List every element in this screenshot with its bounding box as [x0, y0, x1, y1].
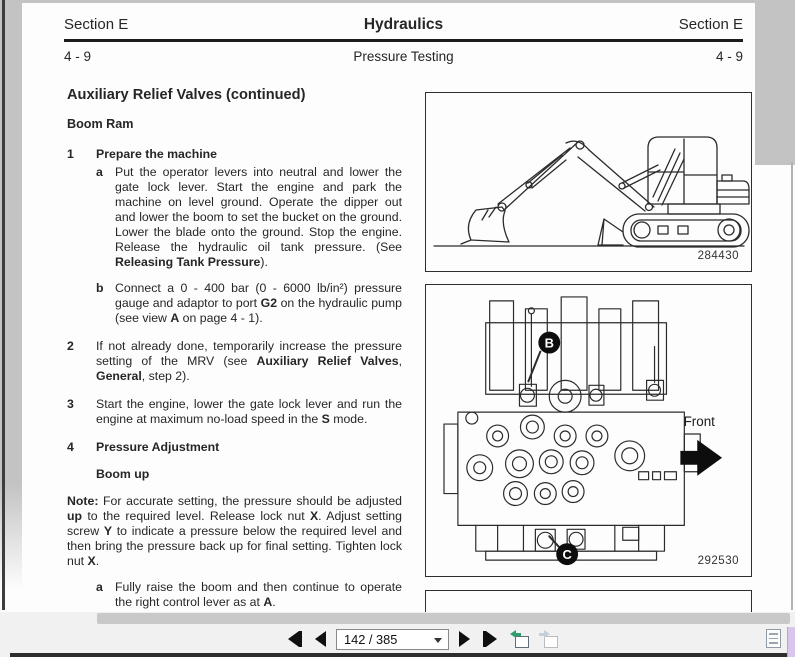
- step-4-heading: Pressure Adjustment: [96, 440, 220, 454]
- step-a-label: a: [96, 580, 103, 594]
- first-page-button[interactable]: [288, 629, 302, 649]
- label-b: B: [544, 335, 554, 351]
- step-1b-text: Connect a 0 - 400 bar (0 - 6000 lb/in²) pressure gauge and adaptor to port G2 on the hydraulic pump (see view A on page 4 - 1).: [115, 281, 402, 325]
- step-1-heading: Prepare the machine: [96, 147, 217, 161]
- step-2-text: If not already done, temporarily increase the pressure setting of the MRV (see Auxiliary Relief Valves, General, step 2).: [96, 339, 403, 383]
- step-2: [67, 339, 402, 384]
- horizontal-scrollbar[interactable]: [0, 612, 795, 626]
- page-number-box: [336, 629, 449, 650]
- scan-margin-top: [0, 0, 795, 3]
- step-1a-text: Put the operator levers into neutral and lower the gate lock lever. Start the engine and park the machine on level ground. Operate the dipper out and lower the boom to set the bucket on the ground. Lower the blade onto the ground. Stop the engine. Release the hydraulic oil tank pressure. (See Releasing Tank Pressure).: [115, 165, 402, 269]
- last-page-button[interactable]: [483, 629, 497, 649]
- scan-margin-top-right: [755, 0, 795, 165]
- step-1b: [96, 281, 402, 326]
- figure-excavator: [425, 92, 752, 272]
- section-title: Auxiliary Relief Valves (continued): [67, 87, 306, 103]
- step-1a: [96, 165, 402, 270]
- label-c: C: [562, 547, 572, 563]
- header-page-right: 4 - 9: [715, 49, 743, 64]
- last-page-icon: [486, 631, 497, 647]
- previous-view-button[interactable]: [510, 630, 529, 648]
- figure-number: 292530: [697, 555, 739, 567]
- page-header: [64, 16, 743, 64]
- header-page-left: 4 - 9: [64, 49, 92, 64]
- next-page-button[interactable]: [459, 629, 470, 649]
- page-thumbnail-icon[interactable]: [766, 629, 781, 648]
- navigation-toolbar: [0, 626, 795, 653]
- window-bottom-border: [10, 653, 789, 657]
- header-title: Hydraulics: [363, 16, 444, 33]
- figure-number: 284430: [697, 250, 739, 262]
- previous-page-icon: [315, 631, 326, 647]
- horizontal-scrollbar-thumb[interactable]: [97, 613, 790, 624]
- step-1a-label: a: [96, 165, 103, 179]
- figure-valve-block: [425, 284, 752, 577]
- step-2-number: 2: [67, 339, 74, 353]
- note-text: Note: For accurate setting, the pressure should be adjusted up to the required level. Release lock nut X. Adjust setting screw Y to indicate a pressure below the required level and then bring the pressure back up for final setting. Tighten lock nut X.: [67, 494, 403, 568]
- previous-page-button[interactable]: [315, 629, 326, 649]
- scan-edge-right: [791, 162, 793, 610]
- step-3-number: 3: [67, 397, 74, 411]
- excavator-illustration: [426, 93, 751, 271]
- step-1b-label: b: [96, 281, 104, 295]
- step-a: [96, 580, 402, 610]
- text-column: [67, 88, 402, 636]
- step-1-number: 1: [67, 147, 74, 161]
- next-page-icon: [459, 631, 470, 647]
- step-3: [67, 397, 402, 427]
- header-subtitle: Pressure Testing: [353, 49, 454, 64]
- partial-panel-edge[interactable]: [787, 627, 795, 657]
- step-3-text: Start the engine, lower the gate lock lever and run the engine at maximum no-load speed in the S mode.: [96, 397, 402, 426]
- first-page-icon: [288, 631, 299, 647]
- figure-column: [425, 92, 752, 630]
- page-dropdown-arrow-icon[interactable]: [434, 638, 442, 643]
- step-4: [67, 440, 402, 455]
- next-view-button[interactable]: [539, 630, 558, 648]
- page-navigation: [288, 628, 558, 650]
- subsection-title: Boom Ram: [67, 117, 134, 131]
- valve-block-illustration: [426, 285, 751, 576]
- header-section-left: Section E: [64, 16, 129, 33]
- front-arrow-icon: [680, 440, 722, 476]
- front-label: Front: [683, 414, 715, 430]
- header-section-right: Section E: [678, 16, 743, 33]
- step-a-text: Fully raise the boom and then continue to operate the right control lever as at A.: [115, 580, 402, 609]
- scan-edge-left: [2, 0, 5, 610]
- boom-up-heading: Boom up: [96, 467, 150, 481]
- step-1: [67, 147, 402, 162]
- header-rule: [64, 39, 743, 42]
- page-number-input[interactable]: [337, 632, 423, 647]
- step-4-number: 4: [67, 440, 74, 454]
